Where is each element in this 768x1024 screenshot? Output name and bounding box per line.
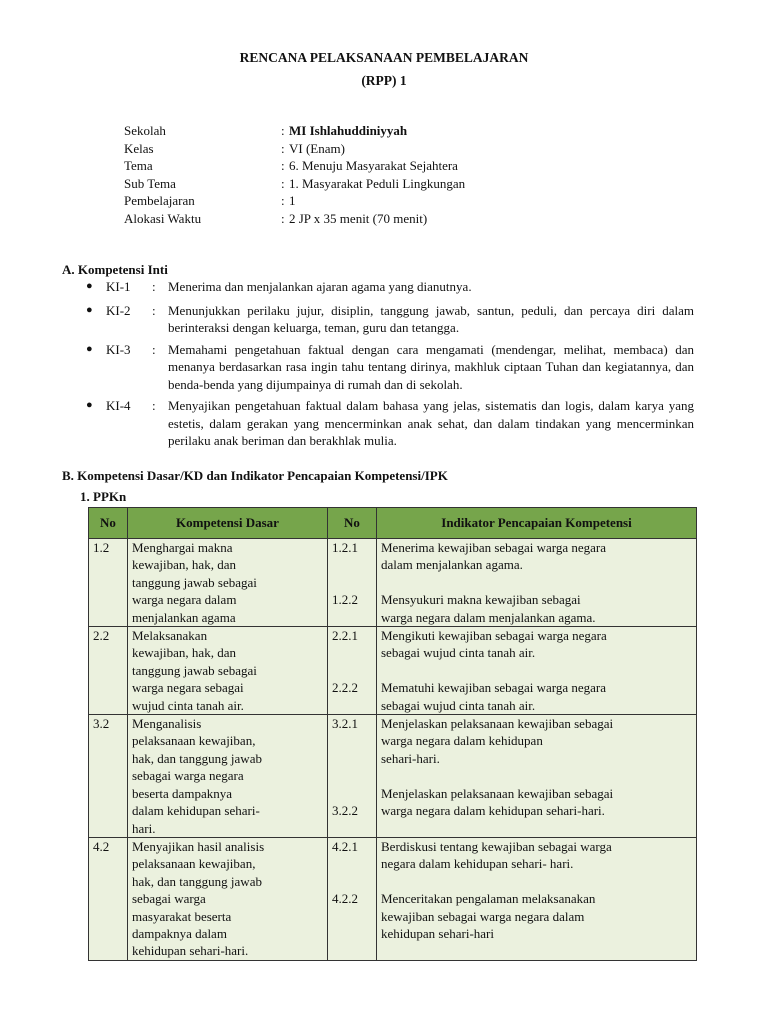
section-a-heading: A. Kompetensi Inti bbox=[62, 262, 168, 277]
kd-text: Menganalisis pelaksanaan kewajiban, hak, dan tanggung jawab sebagai warga negara beserta dampaknya dalam kehidupan sehari- hari. bbox=[128, 715, 328, 838]
indicator-numbers: 3.2.1 3.2.2 bbox=[328, 715, 377, 838]
header-no: No bbox=[89, 508, 128, 539]
kd-text: Menghargai makna kewajiban, hak, dan tanggung jawab sebagai warga negara dalam menjalankan agama bbox=[128, 539, 328, 627]
info-label: Sub Tema bbox=[124, 175, 176, 191]
bullet-icon: ● bbox=[86, 303, 93, 316]
ki-text: Memahami pengetahuan faktual dengan cara mengamati (mendengar, melihat, membaca) dan menanya berdasarkan rasa ingin tahu tentang dirinya, makhluk ciptaan Tuhan dan kegiatannya, dan benda-benda yang dijumpainya di rumah dan di sekolah. bbox=[168, 341, 694, 392]
indicator-numbers: 2.2.1 2.2.2 bbox=[328, 627, 377, 715]
info-row-kelas: Kelas : VI (Enam) bbox=[124, 140, 345, 156]
ki-item: ● KI-2 : Menunjukkan perilaku jujur, disiplin, tanggung jawab, santun, peduli, dan percaya diri dalam berinteraksi dengan keluarga, teman, guru dan tetangga. bbox=[86, 302, 694, 335]
table-row bbox=[89, 627, 697, 715]
info-label: Pembelajaran bbox=[124, 193, 195, 208]
info-row-alokasi-waktu: Alokasi Waktu : 2 JP x 35 menit (70 menit) bbox=[124, 210, 428, 226]
kd-number: 3.2 bbox=[89, 715, 128, 838]
bullet-icon: ● bbox=[86, 342, 93, 355]
ki-text: Menerima dan menjalankan ajaran agama yang dianutnya. bbox=[168, 279, 472, 294]
ki-code: KI-1 bbox=[106, 279, 131, 294]
indicator-text: Mengikuti kewajiban sebagai warga negara sebagai wujud cinta tanah air. Mematuhi kewajiban sebagai warga negara sebagai wujud cinta tanah air. bbox=[377, 627, 697, 715]
bullet-icon: ● bbox=[86, 399, 93, 411]
info-row-pembelajaran: Pembelajaran : 1 bbox=[124, 193, 296, 208]
indicator-text: Berdiskusi tentang kewajiban sebagai warga negara dalam kehidupan sehari- hari. Menceritakan pengalaman melaksanakan kewajiban sebagai warga negara dalam kehidupan sehari-hari bbox=[377, 837, 697, 960]
table-row bbox=[89, 837, 697, 960]
ki-text: Menyajikan pengetahuan faktual dalam bahasa yang jelas, sistematis dan logis, dalam karya yang estetis, dalam gerakan yang mencerminkan anak sehat, dan dalam tindakan yang mencerminkan perilaku anak beriman dan berakhlak mulia. bbox=[168, 398, 694, 448]
indicator-numbers: 1.2.1 1.2.2 bbox=[328, 539, 377, 627]
ki-code: KI-4 bbox=[106, 398, 131, 413]
info-value: MI Ishlahuddiniyyah bbox=[289, 123, 408, 138]
info-row-sekolah: Sekolah : MI Ishlahuddiniyyah bbox=[124, 123, 408, 138]
ki-code: KI-2 bbox=[106, 302, 131, 318]
header-kompetensi-dasar: Kompetensi Dasar bbox=[128, 508, 328, 539]
document-title: RENCANA PELAKSANAAN PEMBELAJARAN bbox=[239, 50, 529, 65]
table-row bbox=[89, 715, 697, 838]
indicator-numbers: 4.2.1 4.2.2 bbox=[328, 837, 377, 960]
ki-text: Menunjukkan perilaku jujur, disiplin, tanggung jawab, santun, peduli, dan percaya diri dalam berinteraksi dengan keluarga, teman, guru dan tetangga. bbox=[168, 302, 694, 335]
header-no-indikator: No bbox=[328, 508, 377, 539]
kd-text: Melaksanakan kewajiban, hak, dan tanggung jawab sebagai warga negara sebagai wujud cinta tanah air. bbox=[128, 627, 328, 715]
ki-item: ● KI-1 : Menerima dan menjalankan ajaran agama yang dianutnya. bbox=[86, 278, 694, 296]
kd-ipk-table bbox=[88, 507, 697, 961]
info-label: Tema bbox=[124, 158, 153, 173]
ki-item: ● KI-3 : Memahami pengetahuan faktual dengan cara mengamati (mendengar, melihat, membaca) dan menanya berdasarkan rasa ingin tahu tentang dirinya, makhluk ciptaan Tuhan dan kegiatannya, dan benda-benda yang dijumpainya di rumah dan di sekolah. bbox=[86, 341, 694, 392]
info-value: 1 bbox=[289, 193, 296, 208]
ki-code: KI-3 bbox=[106, 341, 131, 357]
document-subtitle: (RPP) 1 bbox=[361, 73, 407, 88]
kd-number: 1.2 bbox=[89, 539, 128, 627]
kd-number: 2.2 bbox=[89, 627, 128, 715]
table-header-row bbox=[89, 508, 697, 539]
info-label: Alokasi Waktu bbox=[124, 210, 202, 226]
indicator-text: Menerima kewajiban sebagai warga negara dalam menjalankan agama. Mensyukuri makna kewajiban sebagai warga negara dalam menjalankan agama. bbox=[377, 539, 697, 627]
section-b-heading: B. Kompetensi Dasar/KD dan Indikator Pencapaian Kompetensi/IPK bbox=[62, 468, 448, 483]
info-value: 6. Menuju Masyarakat Sejahtera bbox=[289, 158, 458, 173]
info-label: Kelas bbox=[124, 140, 154, 156]
kd-text: Menyajikan hasil analisis pelaksanaan kewajiban, hak, dan tanggung jawab sebagai warga masyarakat beserta dampaknya dalam kehidupan sehari-hari. bbox=[128, 837, 328, 960]
info-row-tema: Tema : 6. Menuju Masyarakat Sejahtera bbox=[124, 158, 458, 173]
table-row bbox=[89, 539, 697, 627]
kd-number: 4.2 bbox=[89, 837, 128, 960]
info-value: 2 JP x 35 menit (70 menit) bbox=[289, 210, 428, 226]
bullet-icon: ● bbox=[86, 280, 93, 292]
info-value: 1. Masyarakat Peduli Lingkungan bbox=[289, 175, 466, 191]
info-label: Sekolah bbox=[124, 123, 166, 138]
info-value: VI (Enam) bbox=[289, 140, 345, 156]
ppkn-subheading: 1. PPKn bbox=[80, 489, 127, 504]
identity-block bbox=[124, 122, 465, 227]
header-indikator: Indikator Pencapaian Kompetensi bbox=[377, 508, 697, 539]
indicator-text: Menjelaskan pelaksanaan kewajiban sebagai warga negara dalam kehidupan sehari-hari. Menjelaskan pelaksanaan kewajiban sebagai warga negara dalam kehidupan sehari-hari. bbox=[377, 715, 697, 838]
info-row-subtema: Sub Tema : 1. Masyarakat Peduli Lingkungan bbox=[124, 175, 466, 191]
ki-item: ● KI-4 : Menyajikan pengetahuan faktual dalam bahasa yang jelas, sistematis dan logis, dalam karya yang estetis, dalam gerakan yang mencerminkan anak sehat, dan dalam tindakan yang mencerminkan perilaku anak beriman dan berakhlak mulia. bbox=[86, 398, 694, 448]
ki-list bbox=[86, 278, 694, 454]
